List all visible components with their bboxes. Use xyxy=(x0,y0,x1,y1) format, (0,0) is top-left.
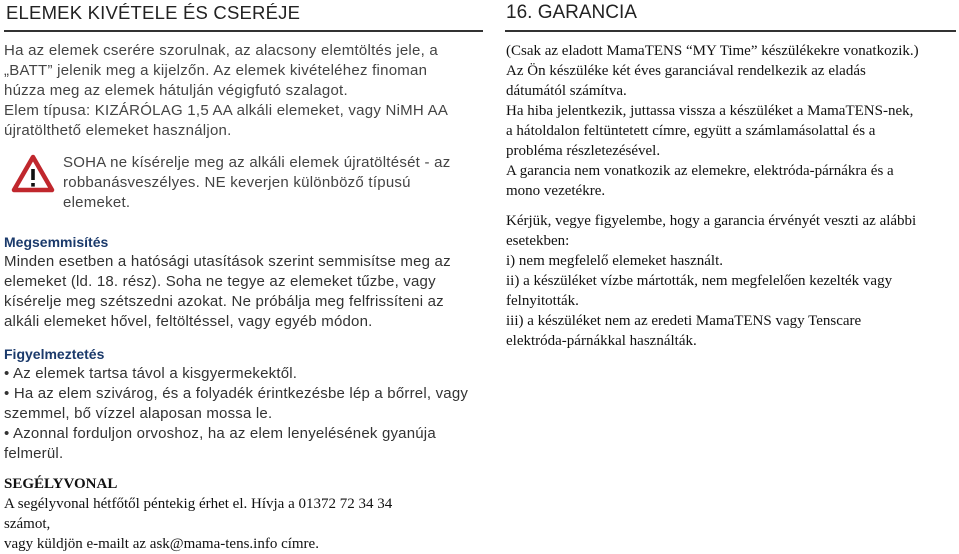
list-item: • Ha az elem szivárog, és a folyadék érintkezésbe lép a bőrrel, vagy xyxy=(4,385,469,402)
title-divider xyxy=(4,30,483,32)
list-item: i) nem megfelelő elemeket használt. xyxy=(506,253,723,269)
section-title: ELEMEK KIVÉTELE ÉS CSERÉJE xyxy=(6,2,301,23)
list-item: ii) a készüléket vízbe mártották, nem megfelelően kezelték vagy xyxy=(506,273,893,289)
warranty-title: 16. GARANCIA xyxy=(506,2,637,23)
warning-triangle-icon xyxy=(11,154,55,194)
list-item: • Az elemek tartsa távol a kisgyermekektől. xyxy=(4,365,298,382)
list-item: iii) a készüléket nem az eredeti MamaTENS vagy Tenscare xyxy=(506,313,862,329)
list-item: • Azonnal forduljon orvoshoz, ha az elem lenyelésének gyanúja xyxy=(4,425,436,442)
warranty-divider xyxy=(505,30,956,32)
helpline-heading: SEGÉLYVONAL xyxy=(4,476,118,492)
caution-heading: Figyelmeztetés xyxy=(4,346,105,362)
disposal-heading: Megsemmisítés xyxy=(4,234,109,250)
